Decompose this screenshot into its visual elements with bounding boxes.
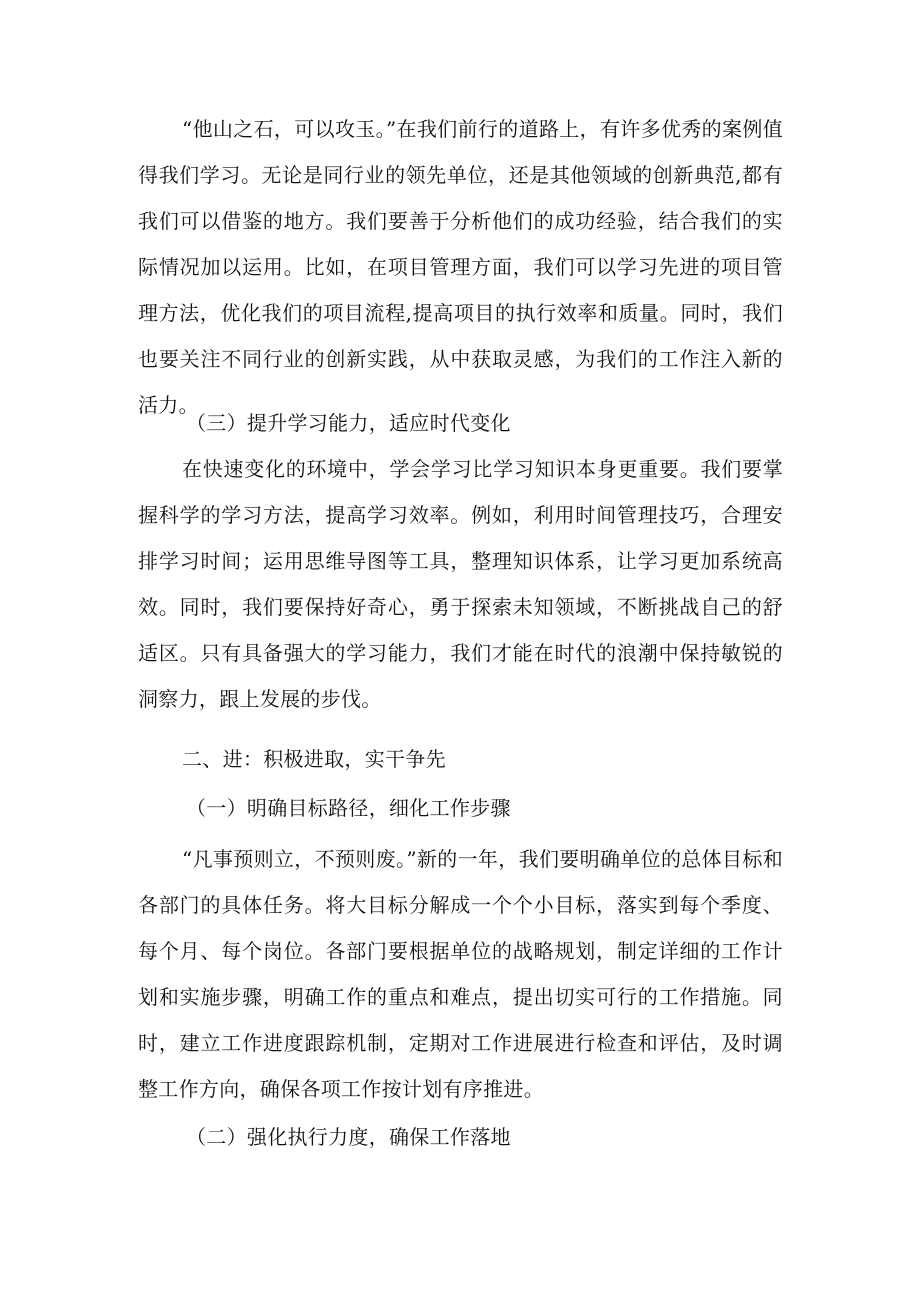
paragraph-learning-ability: 在快速变化的环境中，学会学习比学习知识本身更重要。我们要掌握科学的学习方法，提高学习效率。例如，利用时间管理技巧，合理安排学习时间；运用思维导图等工具，整理知识体系，让学习更加系统高效。同时，我们要保持好奇心，勇于探索未知领域，不断挑战自己的舒适区。只有具备强大的学习能力，我们才能在时代的浪潮中保持敏锐的洞察力，跟上发展的步伐。 — [138, 457, 783, 711]
subheading-improve-learning-ability: （三）提升学习能力，适应时代变化 — [186, 411, 511, 435]
subheading-clarify-goals: （一）明确目标路径，细化工作步骤 — [186, 796, 511, 820]
subheading-strengthen-execution: （二）强化执行力度，确保工作落地 — [186, 1125, 511, 1149]
paragraph-goals-and-steps: “凡事预则立，不预则废。”新的一年，我们要明确单位的总体目标和各部门的具体任务。将大目标分解成一个个小目标，落实到每个季度、每个月、每个岗位。各部门要根据单位的战略规划，制定详细的工作计划和实施步骤，明确工作的重点和难点，提出切实可行的工作措施。同时，建立工作进度跟踪机制，定期对工作进展进行检查和评估，及时调整工作方向，确保各项工作按计划有序推进。 — [138, 847, 783, 1101]
section-title-advance: 二、进：积极进取，实干争先 — [182, 747, 446, 771]
paragraph-learning-from-cases: “他山之石，可以攻玉。”在我们前行的道路上，有许多优秀的案例值得我们学习。无论是同行业的领先单位，还是其他领域的创新典范,都有我们可以借鉴的地方。我们要善于分析他们的成功经验，结合我们的实际情况加以运用。比如，在项目管理方面，我们可以学习先进的项目管理方法，优化我们的项目流程,提高项目的执行效率和质量。同时，我们也要关注不同行业的创新实践，从中获取灵感，为我们的工作注入新的活力。 — [138, 117, 783, 417]
